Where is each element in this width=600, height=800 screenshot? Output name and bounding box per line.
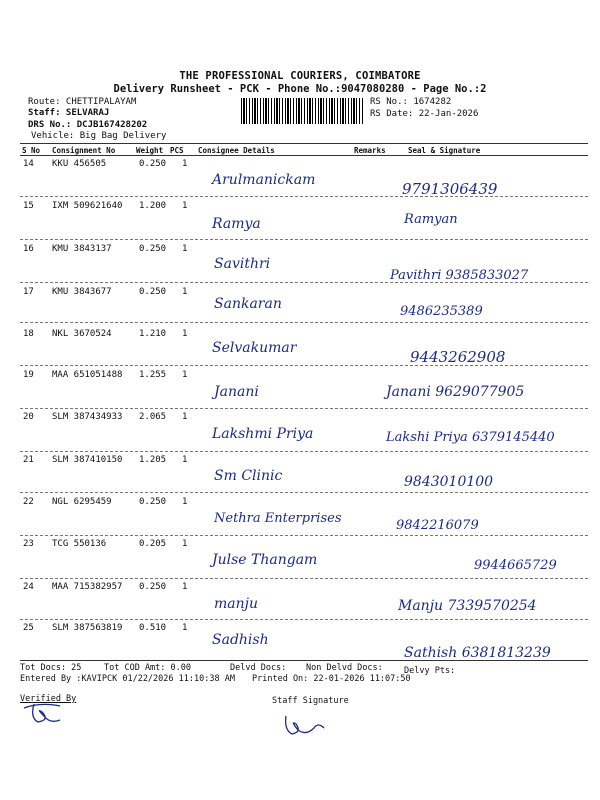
row-consignment: NKL 3670524 xyxy=(52,329,112,339)
row-consignment: KMU 3843137 xyxy=(52,244,112,254)
row-consignee-handwritten: Arulmanickam xyxy=(212,172,316,188)
row-sno: 25 xyxy=(23,623,34,633)
staff-label: Staff: SELVARAJ xyxy=(28,108,110,118)
row-weight: 2.065 xyxy=(139,412,167,422)
row-seal-signature: Ramyan xyxy=(404,212,458,227)
rs-date: RS Date: 22-Jan-2026 xyxy=(370,109,479,119)
row-seal-signature: Pavithri 9385833027 xyxy=(390,268,529,283)
col-seal: Seal & Signature xyxy=(408,146,481,155)
row-seal-signature: 9486235389 xyxy=(400,304,483,319)
row-consignee-handwritten: Lakshmi Priya xyxy=(212,426,314,442)
row-consignment: KMU 3843677 xyxy=(52,287,112,297)
row-divider xyxy=(20,239,588,240)
row-consignee-handwritten: Sm Clinic xyxy=(214,468,283,484)
delivery-points: Delvy Pts: xyxy=(404,666,456,676)
row-divider xyxy=(20,408,588,409)
col-weight: Weight xyxy=(136,146,164,155)
row-consignee-handwritten: Savithri xyxy=(214,256,271,272)
total-cod-amount: Tot COD Amt: 0.00 xyxy=(104,663,191,673)
row-pcs: 1 xyxy=(182,244,188,254)
row-seal-signature: Lakshi Priya 6379145440 xyxy=(386,430,555,445)
company-title: THE PROFESSIONAL COURIERS, COIMBATORE xyxy=(179,70,421,82)
row-pcs: 1 xyxy=(182,370,188,380)
table-bottom-rule xyxy=(20,660,588,661)
rs-number: RS No.: 1674282 xyxy=(370,97,452,107)
row-consignment: TCG 550136 xyxy=(52,539,107,549)
row-seal-signature: 9791306439 xyxy=(402,180,498,198)
row-divider xyxy=(20,196,588,197)
row-pcs: 1 xyxy=(182,329,188,339)
row-weight: 0.250 xyxy=(139,159,167,169)
row-consignment: IXM 509621640 xyxy=(52,201,123,211)
row-consignment: NGL 6295459 xyxy=(52,497,112,507)
row-pcs: 1 xyxy=(182,455,188,465)
col-pcs: PCS xyxy=(170,146,184,155)
row-pcs: 1 xyxy=(182,287,188,297)
row-consignee-handwritten: manju xyxy=(214,596,258,612)
row-pcs: 1 xyxy=(182,412,188,422)
row-weight: 0.205 xyxy=(139,539,167,549)
row-seal-signature: Sathish 6381813239 xyxy=(404,645,551,661)
row-seal-signature: Manju 7339570254 xyxy=(398,598,537,614)
row-pcs: 1 xyxy=(182,539,188,549)
row-seal-signature: 9944665729 xyxy=(474,558,557,573)
row-weight: 0.250 xyxy=(139,497,167,507)
row-sno: 21 xyxy=(23,455,34,465)
runsheet-subtitle: Delivery Runsheet - PCK - Phone No.:9047080280 - Page No.:2 xyxy=(113,83,487,95)
row-divider xyxy=(20,492,588,493)
row-pcs: 1 xyxy=(182,582,188,592)
route-label: Route: CHETTIPALAYAM xyxy=(28,97,137,107)
delivered-docs: Delvd Docs: xyxy=(230,663,287,673)
staff-signature-mark xyxy=(280,710,330,738)
row-divider xyxy=(20,535,588,536)
row-consignee-handwritten: Sadhish xyxy=(212,632,269,648)
row-sno: 23 xyxy=(23,539,34,549)
row-divider xyxy=(20,322,588,323)
row-consignment: MAA 715382957 xyxy=(52,582,123,592)
row-weight: 0.250 xyxy=(139,582,167,592)
row-pcs: 1 xyxy=(182,623,188,633)
row-weight: 1.210 xyxy=(139,329,167,339)
row-consignment: MAA 651051488 xyxy=(52,370,123,380)
row-sno: 22 xyxy=(23,497,34,507)
row-seal-signature: 9842216079 xyxy=(396,518,479,533)
verifier-signature xyxy=(20,698,80,728)
barcode xyxy=(241,98,364,124)
row-consignee-handwritten: Selvakumar xyxy=(212,340,297,356)
drs-number: DRS No.: DCJB167428202 xyxy=(28,120,148,130)
row-pcs: 1 xyxy=(182,201,188,211)
header-rule-bottom xyxy=(20,155,588,156)
row-divider xyxy=(20,282,588,283)
row-consignment: SLM 387410150 xyxy=(52,455,123,465)
row-consignee-handwritten: Janani xyxy=(214,384,259,400)
row-seal-signature: 9443262908 xyxy=(410,348,506,366)
row-divider xyxy=(20,365,588,366)
row-consignee-handwritten: Julse Thangam xyxy=(212,552,318,568)
row-consignee-handwritten: Nethra Enterprises xyxy=(214,511,342,526)
row-sno: 20 xyxy=(23,412,34,422)
row-consignment: SLM 387563819 xyxy=(52,623,123,633)
col-consignee: Consignee Details xyxy=(198,146,275,155)
row-pcs: 1 xyxy=(182,497,188,507)
row-weight: 0.250 xyxy=(139,244,167,254)
row-sno: 24 xyxy=(23,582,34,592)
row-seal-signature: Janani 9629077905 xyxy=(386,384,525,400)
entered-by: Entered By :KAVIPCK 01/22/2026 11:10:38 AM xyxy=(20,674,235,684)
printed-on: Printed On: 22-01-2026 11:07:50 xyxy=(252,674,411,684)
row-consignee-handwritten: Sankaran xyxy=(214,296,282,312)
row-consignment: SLM 387434933 xyxy=(52,412,123,422)
col-consignment: Consignment No xyxy=(52,146,116,155)
header-rule-top xyxy=(20,143,588,144)
row-divider xyxy=(20,578,588,579)
verified-by-label: Verified By xyxy=(20,694,77,704)
staff-signature-label: Staff Signature xyxy=(272,696,349,706)
row-pcs: 1 xyxy=(182,159,188,169)
row-weight: 1.205 xyxy=(139,455,167,465)
row-weight: 1.255 xyxy=(139,370,167,380)
row-weight: 0.250 xyxy=(139,287,167,297)
row-weight: 0.510 xyxy=(139,623,167,633)
row-sno: 14 xyxy=(23,159,34,169)
row-sno: 15 xyxy=(23,201,34,211)
row-consignment: KKU 456505 xyxy=(52,159,107,169)
row-weight: 1.200 xyxy=(139,201,167,211)
total-docs: Tot Docs: 25 xyxy=(20,663,82,673)
col-remarks: Remarks xyxy=(354,146,386,155)
row-seal-signature: 9843010100 xyxy=(404,474,494,490)
row-divider xyxy=(20,619,588,620)
row-consignee-handwritten: Ramya xyxy=(212,216,261,232)
row-divider xyxy=(20,451,588,452)
vehicle-label: Vehicle: Big Bag Delivery xyxy=(31,131,167,141)
row-sno: 18 xyxy=(23,329,34,339)
row-sno: 17 xyxy=(23,287,34,297)
non-delivered-docs: Non Delvd Docs: xyxy=(306,663,383,673)
row-sno: 16 xyxy=(23,244,34,254)
row-sno: 19 xyxy=(23,370,34,380)
col-sno: S No xyxy=(22,146,41,155)
